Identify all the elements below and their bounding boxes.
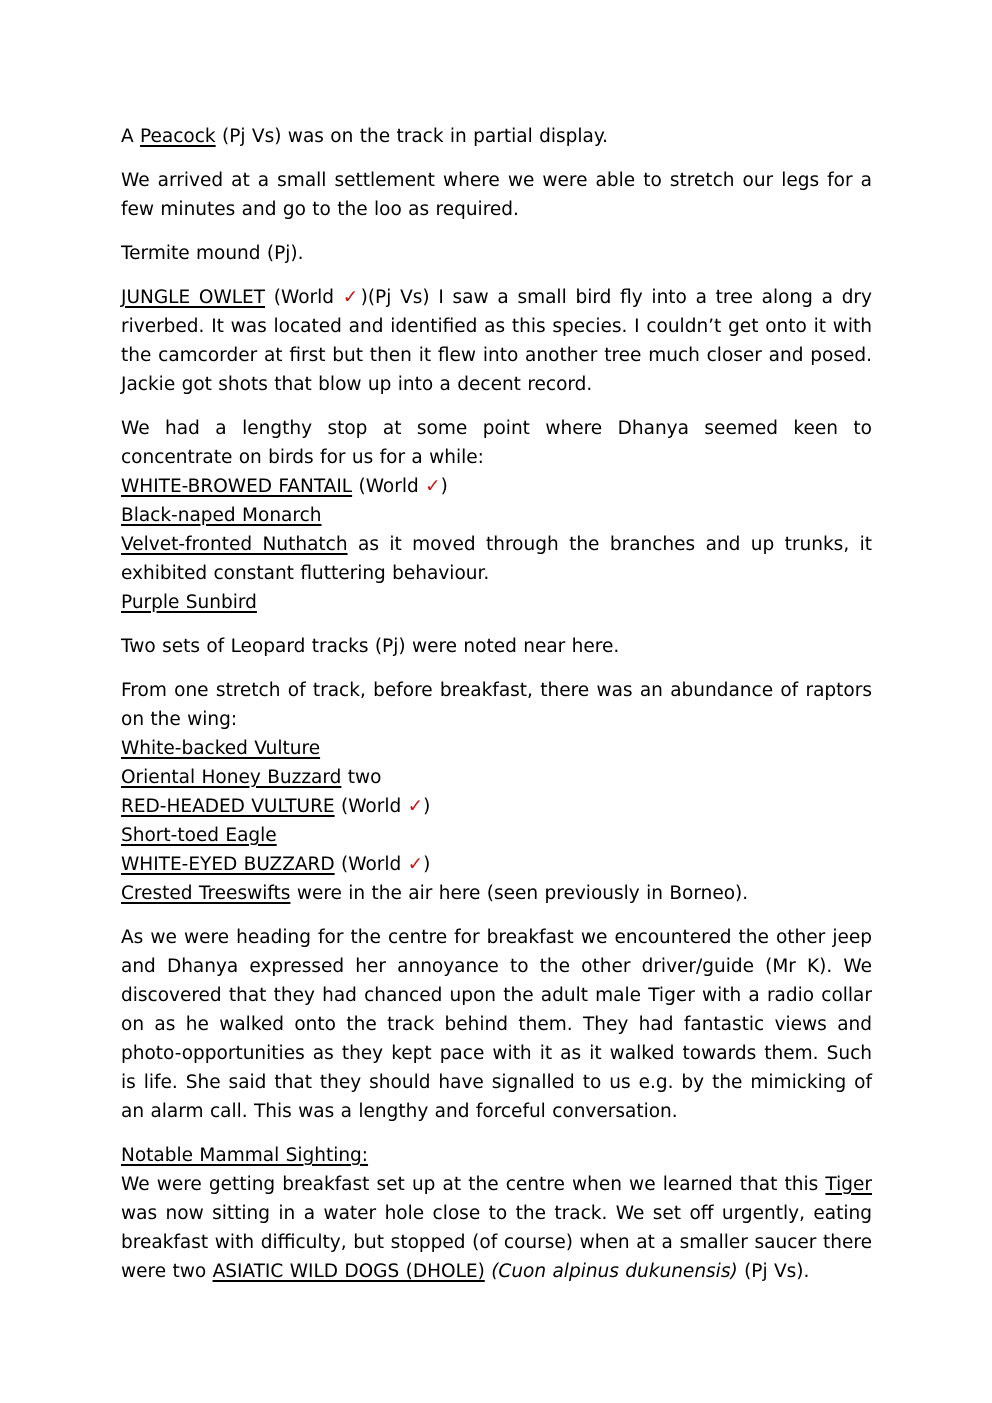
text-run: ) <box>440 476 448 497</box>
red-checkmark-icon: ✓ <box>425 476 441 497</box>
text-run: were in the air here (seen previously in Borneo). <box>290 883 749 904</box>
text-run: Oriental Honey Buzzard <box>121 767 342 788</box>
text-run: WHITE-BROWED FANTAIL <box>121 476 353 497</box>
text-run: RED-HEADED VULTURE <box>121 796 335 817</box>
text-run: Crested Treeswifts <box>121 883 291 904</box>
text-run: As we were heading for the centre for breakfast we encountered the other jeep and Dhanya expressed her annoyance to the other driver/guide (Mr K). We discovered that they had chanced upon the adult male Tiger with a radio collar on as he walked onto the track behind them. They had fantastic views and photo-opportunities as they kept pace with it as it walked towards them. Such is life. She said that they should have signalled to us e.g. by the mimicking of an alarm call. This was a lengthy and forceful conversation. <box>121 927 879 1122</box>
paragraph <box>121 1141 879 1286</box>
text-run: Tiger <box>825 1174 872 1195</box>
paragraph <box>121 166 879 224</box>
text-run: (World <box>265 287 343 308</box>
text-run: We had a lengthy stop at some point where Dhanya seemed keen to concentrate on birds for us for a while: <box>121 418 879 468</box>
text-run: ) <box>423 854 431 875</box>
text-run: Peacock <box>140 126 216 147</box>
red-checkmark-icon: ✓ <box>407 796 424 817</box>
text-run: (World <box>352 476 426 497</box>
text-run: (World <box>334 854 408 875</box>
text-run: was now sitting in a water hole close to the track. We set off urgently, eating breakfast with difficulty, but stopped (of course) when at a smaller saucer there were two <box>121 1174 879 1282</box>
text-run: ASIATIC WILD DOGS (DHOLE) <box>212 1261 485 1282</box>
text-run: A <box>121 126 141 147</box>
text-run: We arrived at a small settlement where we were able to stretch our legs for a few minutes and go to the loo as required. <box>121 170 879 220</box>
text-run: (Pj Vs) was on the track in partial display. <box>215 126 609 147</box>
text-run: Two sets of Leopard tracks (Pj) were noted near here. <box>121 636 620 657</box>
text-run: Velvet-fronted Nuthatch <box>121 534 348 555</box>
red-checkmark-icon: ✓ <box>342 287 361 308</box>
text-run: (Pj Vs). <box>737 1261 810 1282</box>
text-run: White-backed Vulture <box>121 738 321 759</box>
text-run: (Cuon alpinus dukunensis) <box>491 1261 738 1282</box>
paragraph <box>121 414 879 617</box>
text-run: Notable Mammal Sighting: <box>121 1145 369 1166</box>
text-run: Black-naped Monarch <box>121 505 322 526</box>
text-run: JUNGLE OWLET <box>121 287 266 308</box>
red-checkmark-icon: ✓ <box>407 854 424 875</box>
text-run: )(Pj Vs) I saw a small bird fly into a tree along a dry riverbed. It was located and identified as this species. I couldn’t get onto it with the camcorder at first but then it flew into another tree much closer and posed. Jackie got shots that blow up into a decent record. <box>121 287 879 395</box>
text-run: We were getting breakfast set up at the centre when we learned that this <box>121 1174 826 1195</box>
text-run: as it moved through the branches and up trunks, it exhibited constant fluttering behaviour. <box>121 534 879 584</box>
paragraph <box>121 632 872 661</box>
paragraph <box>121 676 879 908</box>
text-run: WHITE-EYED BUZZARD <box>121 854 335 875</box>
text-run: two <box>341 767 382 788</box>
text-run: (World <box>334 796 408 817</box>
text-run: Short-toed Eagle <box>121 825 277 846</box>
paragraph <box>121 122 872 151</box>
text-run: From one stretch of track, before breakfast, there was an abundance of raptors on the wing: <box>121 680 879 730</box>
document-body <box>121 122 879 1286</box>
text-run: Purple Sunbird <box>121 592 257 613</box>
paragraph <box>121 923 879 1126</box>
text-run: ) <box>423 796 431 817</box>
paragraph <box>121 283 879 399</box>
text-run: Termite mound (Pj). <box>121 243 304 264</box>
paragraph <box>121 239 872 268</box>
